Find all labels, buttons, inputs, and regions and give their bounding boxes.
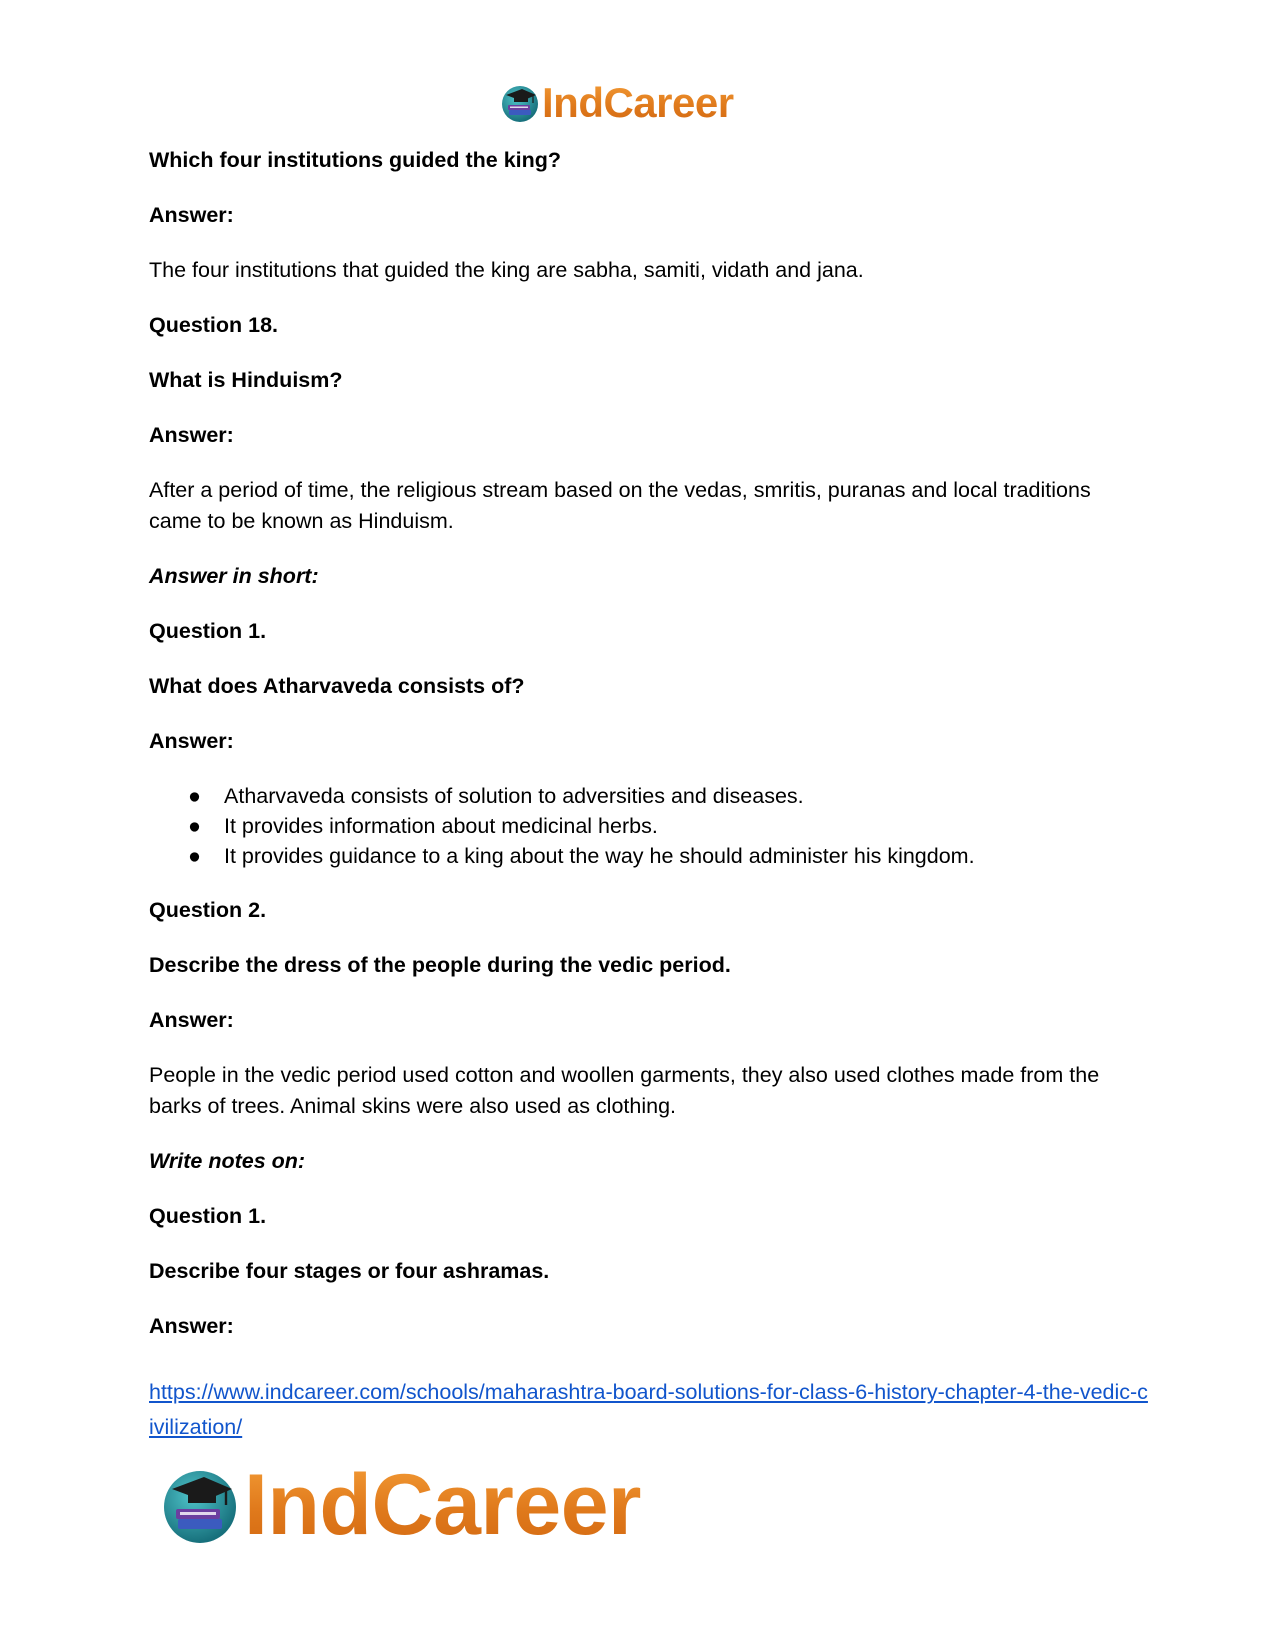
header-logo [500, 80, 734, 126]
list-item-text: It provides guidance to a king about the way he should administer his kingdom. [224, 844, 975, 868]
bullet-list [149, 781, 1139, 871]
list-item-text: It provides information about medicinal herbs. [224, 814, 658, 838]
question-number: Question 1. [149, 1204, 267, 1228]
question-text: Describe four stages or four ashramas. [149, 1259, 550, 1283]
source-link[interactable]: https://www.indcareer.com/schools/maharashtra-board-solutions-for-class-6-history-chapter-4-the-vedic-civilization/ [149, 1380, 1148, 1439]
brand-name: IndCareer [542, 79, 734, 126]
section-heading: Answer in short: [149, 564, 319, 588]
list-item [149, 811, 1139, 841]
bullet-icon: ● [188, 814, 201, 838]
question-number: Question 2. [149, 898, 267, 922]
question-text: What is Hinduism? [149, 368, 343, 392]
question-text: What does Atharvaveda consists of? [149, 674, 525, 698]
answer-label: Answer: [149, 1008, 234, 1032]
section-heading: Write notes on: [149, 1149, 306, 1173]
question-number: Question 18. [149, 313, 279, 337]
answer-label: Answer: [149, 729, 234, 753]
answer-text: People in the vedic period used cotton and woollen garments, they also used clothes made from the barks of trees. Animal skins were also used as clothing. [149, 1063, 1100, 1118]
answer-label: Answer: [149, 1314, 234, 1338]
brand-name: IndCareer [244, 1457, 641, 1553]
bullet-icon: ● [188, 844, 201, 868]
footer-logo [160, 1457, 641, 1553]
answer-text: After a period of time, the religious stream based on the vedas, smritis, puranas and local traditions came to be known as Hinduism. [149, 478, 1091, 533]
question-number: Question 1. [149, 619, 267, 643]
list-item [149, 781, 1139, 811]
bullet-icon: ● [188, 784, 201, 808]
list-item-text: Atharvaveda consists of solution to adversities and diseases. [224, 784, 804, 808]
graduation-cap-books-globe-icon [500, 83, 540, 123]
question-text: Describe the dress of the people during the vedic period. [149, 953, 731, 977]
graduation-cap-books-globe-icon [160, 1465, 240, 1545]
question-text: Which four institutions guided the king? [149, 148, 562, 172]
answer-label: Answer: [149, 423, 234, 447]
document-body [149, 145, 1139, 1366]
list-item [149, 841, 1139, 871]
answer-label: Answer: [149, 203, 234, 227]
answer-text: The four institutions that guided the king are sabha, samiti, vidath and jana. [149, 258, 864, 282]
